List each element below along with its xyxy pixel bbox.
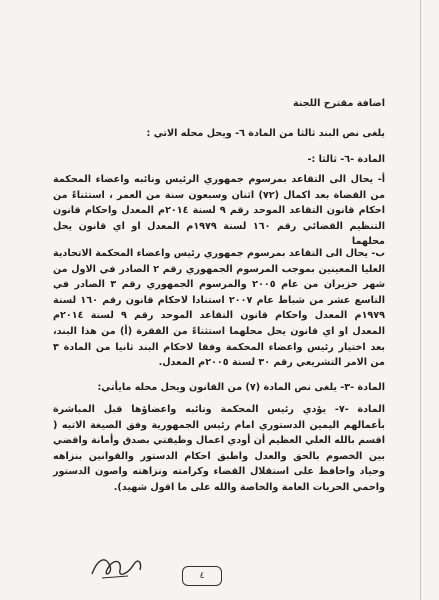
page-number: ٤: [182, 566, 222, 586]
signature: [88, 548, 148, 582]
heading: اضافة مقترح اللجنة: [292, 98, 385, 109]
article-3-line: المادة -٣- يلغى نص المادة (٧) من القانون ويحل محله مايأتي:: [97, 382, 385, 393]
paragraph-a: أ- يحال الى التقاعد بمرسوم جمهوري الرئيس ونائبه واعضاء المحكمة من القضاة بعد اكمال (٧٢) اثنان وسبعون سنة من العمر ، استثناءً من احكام قانون التقاعد الموحد رقم ٩ لسنة ٢٠١٤م المعدل واحكام قانون التنظيم القضائي رقم ١٦٠ لسنة ١٩٧٩م المعدل او اي قانون يحل محلهما: [53, 174, 386, 248]
page-margin-line: [420, 0, 421, 600]
article-7: المادة -٧- يؤدي رئيس المحكمة ونائبه واعضاؤها قبل المباشرة بأعمالهم اليمين الدستوري امام رئيس الجمهورية وفق الصيغة الاتيه ( اقسم بالله العلي العظيم أن أودي اعمال وظيفتي بصدق وأمانة واقضي بين الخصوم بالحق والعدل واطبق احكام الدستور والقوانين بنزاهه وحياد واحافظ على استقلال القضاء وكرامته ونزاهته واصون الدستور واحمي الحريات العامة والخاصة والله على ما اقول شهيد).: [53, 404, 385, 493]
article-6-label: المادة -٦- ثالثا :-: [307, 154, 385, 165]
intro-line: يلغى نص البند ثالثا من المادة ٦- ويحل محله الاتي :: [146, 128, 385, 139]
paragraph-b: ب- يحال الى التقاعد بمرسوم جمهوري رئيس واعضاء المحكمة الاتحادية العليا المعينين بموجب المرسوم الجمهوري رقم ٢ الصادر في الاول من شهر حزيران من عام ٢٠٠٥ والمرسوم الجمهوري رقم ٣ الصادر في التاسع عشر من شباط عام ٢٠٠٧ استنادا لاحكام قانون رقم ١٦٠ لسنة ١٩٧٩م المعدل واحكام قانون التقاعد الموحد رقم ٩ لسنة ٢٠١٤م المعدل او اي قانون يحل محلهما استثناءً من الفقرة (أ) من هذا البند، بعد اختيار رئيس واعضاء المحكمة وفقا لاحكام البند ثانيا من المادة ٣ من الامر التشريعي رقم ٣٠ لسنة ٢٠٠٥م المعدل.: [53, 248, 386, 369]
